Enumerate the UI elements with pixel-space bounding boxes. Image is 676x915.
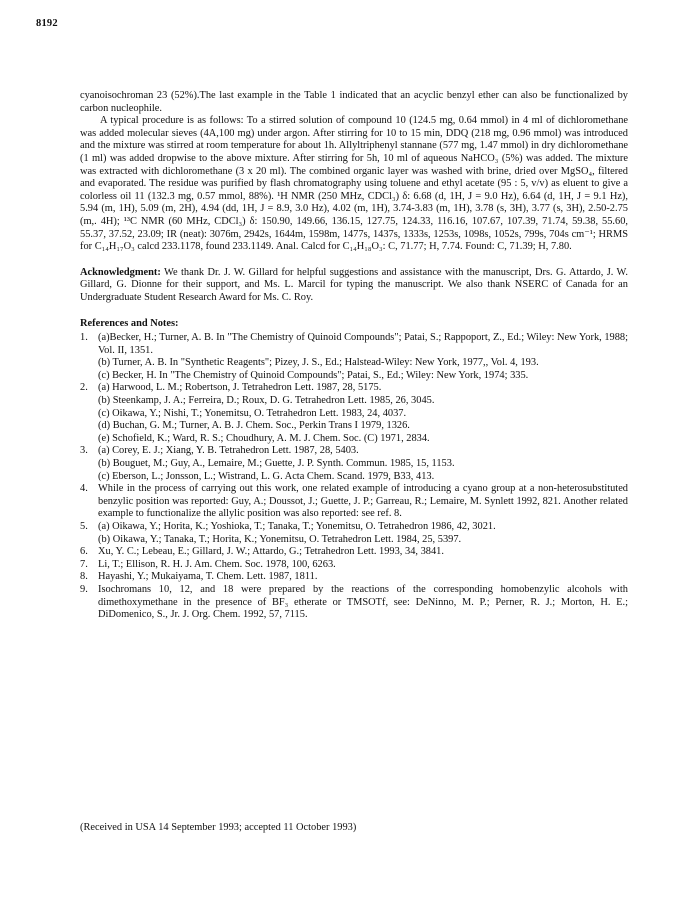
received-date: (Received in USA 14 September 1993; accepted 11 October 1993) — [80, 822, 357, 833]
reference-number: 7. — [80, 558, 88, 570]
reference-citation: Xu, Y. C.; Lebeau, E.; Gillard, J. W.; Attardo, G.; Tetrahedron Lett. 1993, 34, 3841. — [98, 546, 444, 558]
body-paragraph: cyanoisochroman 23 (52%).The last example in the Table 1 indicated that an acyclic benzyl ether can also be functionalized by carbon nucleophile. — [80, 90, 628, 114]
references-list — [80, 332, 628, 622]
body-paragraph: A typical procedure is as follows: To a stirred solution of compound 10 (124.5 mg, 0.64 mmol) in 4 ml of dichloromethane was added molecular sieves (4A,100 mg) under argon. After stirring for 10 to 15 min, DDQ (218 mg, 0.96 mmol) was introduced and the mixture was stirred at room temperature for about 1h. Allyltriphenyl stannane (577 mg, 1.47 mmol) in dry dichloromethane (1 ml) was added dropwise to the above mixture. After stirring for 5h, 10 ml of aqueous NaHCO₃ (5%) was added. The mixture was extracted with dichloromethane (3 x 20 ml). The combined organic layer was washed with brine, dried over MgSO₄, filtered and evaporated. The residue was purified by flash chromatography using toluene and ethyl acetate (95 : 5, v/v) as eluent to give a colorless oil 11 (132.3 mg, 0.57 mmol, 88%). ¹H NMR (250 MHz, CDCl₃) δ: 6.68 (d, 1H, J = 9.0 Hz), 6.64 (d, 1H, J = 9.1 Hz), 5.94 (m, 1H), 5.09 (m, 2H), 4.94 (dd, 1H, J = 8.9, 3.0 Hz), 4.02 (m, 1H), 3.74-3.83 (m, 1H), 3.78 (s, 3H), 3.77 (s, 3H), 2.50-2.75 (m,. 4H); ¹³C NMR (60 MHz, CDCl₃) δ: 150.90, 149.66, 136.15, 127.75, 124.33, 116.16, 107.67, 107.39, 71.74, 59.38, 55.60, 55.37, 37.52, 23.09; IR (neat): 3076m, 2942s, 1644m, 1598m, 1477s, 1437s, 1333s, 1253s, 1098s, 1052s, 799s, 704s cm⁻¹; HRMS for C₁₄H₁₇O₃ calcd 233.1178, found 233.1149. Anal. Calcd for C₁₄H₁₈O₃: C, 71.77; H, 7.74. Found: C, 71.39; H, 7.80. — [80, 115, 628, 253]
reference-number: 4. — [80, 483, 88, 495]
reference-item — [80, 521, 628, 546]
reference-citation: (b) Turner, A. B. In "Synthetic Reagents"; Pizey, J. S., Ed.; Halstead-Wiley: New York, 1977,, Vol. 4, 193. — [98, 357, 539, 369]
reference-item — [80, 332, 628, 382]
reference-citation: (a)Becker, H.; Turner, A. B. In "The Chemistry of Quinoid Compounds"; Patai, S.; Rappoport, Z., Ed.; Wiley: New York, 1988; Vol. II, 1351. — [98, 332, 628, 356]
reference-item — [80, 571, 628, 584]
reference-number: 1. — [80, 332, 88, 344]
reference-number: 9. — [80, 583, 88, 595]
reference-number: 6. — [80, 546, 88, 558]
reference-citation: (b) Steenkamp, J. A.; Ferreira, D.; Roux, D. G. Tetrahedron Lett. 1985, 26, 3045. — [98, 395, 435, 407]
reference-citation: (a) Harwood, L. M.; Robertson, J. Tetrahedron Lett. 1987, 28, 5175. — [98, 382, 382, 394]
reference-number: 5. — [80, 521, 88, 532]
reference-number: 2. — [80, 382, 88, 394]
article-body — [80, 90, 628, 622]
reference-citation: (c) Becker, H. In "The Chemistry of Quinoid Compounds"; Patai, S., Ed.; Wiley: New York, 1974; 335. — [98, 369, 529, 381]
reference-number: 3. — [80, 445, 88, 457]
reference-citation: (a) Corey, E. J.; Xiang, Y. B. Tetrahedron Lett. 1987, 28, 5403. — [98, 445, 359, 457]
acknowledgment-text: We thank Dr. J. W. Gillard for helpful suggestions and assistance with the manuscript, Drs. G. Attardo, J. W. Gillard, G. Dionne for their support, and Ms. L. Marcil for typing the manuscript. We also thank NSERC of Canada for an Undergraduate Student Research Award for Ms. C. Roy. — [80, 266, 628, 303]
reference-item — [80, 382, 628, 445]
reference-item — [80, 483, 628, 521]
reference-citation: (b) Bouguet, M.; Guy, A., Lemaire, M.; Guette, J. P. Synth. Commun. 1985, 15, 1153. — [98, 458, 455, 470]
acknowledgment-label: Acknowledgment: — [80, 266, 161, 278]
reference-item — [80, 584, 628, 622]
references-heading: References and Notes: — [80, 317, 179, 329]
reference-citation: Li, T.; Ellison, R. H. J. Am. Chem. Soc. 1978, 100, 6263. — [98, 558, 336, 570]
reference-citation: (e) Schofield, K.; Ward, R. S.; Choudhury, A. M. J. Chem. Soc. (C) 1971, 2834. — [98, 432, 430, 444]
reference-citation: Hayashi, Y.; Mukaiyama, T. Chem. Lett. 1987, 1811. — [98, 571, 318, 583]
reference-citation: While in the process of carrying out this work, one related example of introducing a cyano group at a non-heterosubstituted benzylic position was reported: Guy, A.; Doussot, J.; Guette, J. P.; Garreau, R.; Lemaire, M. Synlett 1992, 821. Another related example to functionalize the allylic position was also reported: see ref. 8. — [98, 483, 628, 520]
reference-citation: (c) Oikawa, Y.; Nishi, T.; Yonemitsu, O. Tetrahedron Lett. 1983, 24, 4037. — [98, 407, 407, 419]
page-number: 8192 — [36, 18, 58, 29]
reference-citation: (d) Buchan, G. M.; Turner, A. B. J. Chem. Soc., Perkin Trans I 1979, 1326. — [98, 420, 410, 432]
reference-item — [80, 559, 628, 572]
reference-item — [80, 546, 628, 559]
reference-citation: (c) Eberson, L.; Jonsson, L.; Wistrand, L. G. Acta Chem. Scand. 1979, B33, 413. — [98, 470, 435, 482]
reference-citation: (b) Oikawa, Y.; Tanaka, T.; Horita, K.; Yonemitsu, O. Tetrahedron Lett. 1984, 25, 5397. — [98, 533, 462, 545]
reference-item — [80, 445, 628, 483]
reference-citation: (a) Oikawa, Y.; Horita, K.; Yoshioka, T.; Tanaka, T.; Yonemitsu, O. Tetrahedron 1986, 42, 3021. — [98, 521, 496, 532]
reference-number: 8. — [80, 571, 88, 583]
reference-citation: Isochromans 10, 12, and 18 were prepared by the reactions of the corresponding homobenzylic alcohols with dimethoxymethane in the presence of BF₃ etherate or TMSOTf, see: DeNinno, M. P.; Perner, R. J.; Morton, H. E.; DiDomenico, S., Jr. J. Org. Chem. 1992, 57, 7115. — [98, 583, 628, 621]
acknowledgment — [80, 267, 628, 305]
